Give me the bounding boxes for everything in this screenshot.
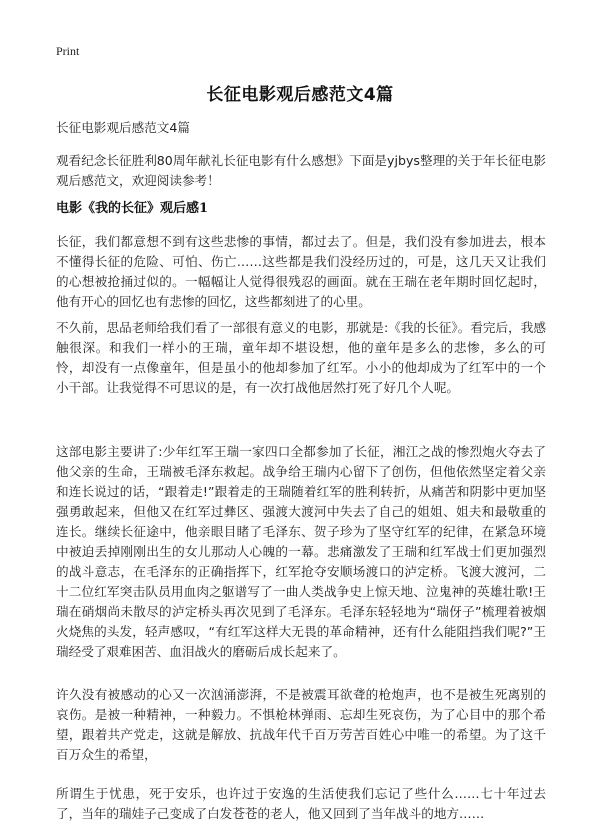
subtitle: 长征电影观后感范文4篇 [56,120,190,135]
body-paragraph: 长征，我们都意想不到有这些悲惨的事情，都过去了。但是，我们没有参加进去，根本不懂得长征的危险、可怕、伤亡……这些都是我们没经历过的，可是，这几天又让我们的心想被抢捅过似的。一幅幅让人觉得很残忍的画面。就在王瑞在老年期时回忆起时，他有开心的回忆也有悲惨的回忆，这些都刻进了的心里。 [56,234,546,309]
body-paragraph: 不久前，思品老师给我们看了一部很有意义的电影，那就是:《我的长征》。看完后，我感触很深。和我们一样小的王瑞，童年却不堪设想，他的童年是多么的悲惨，多么的可怜，却没有一点像童年，但是虽小的他却参加了红军。小小的他却成为了红军中的一个小干部。让我觉得不可思议的是，有一次打战他居然打死了好几个人呢。 [56,320,546,395]
body-paragraph: 许久没有被感动的心又一次汹涌澎湃，不是被震耳欲聋的枪炮声，也不是被生死离别的哀伤。是被一种精神，一种毅力。不惧枪林弹雨、忘却生死哀伤，为了心目中的那个希望，跟着共产党走，这就是解放、抗战年代千百万劳苦百姓心中唯一的希望。为了这千百万众生的希望， [56,687,546,762]
page-title: 长征电影观后感范文4篇 [206,85,394,105]
body-paragraph: 所谓生于忧患，死于安乐，也许过于安逸的生活使我们忘记了些什么……七十年过去了，当年的瑞娃子己变成了白发苍苍的老人，他又回到了当年战斗的地方…… [56,786,546,821]
intro-paragraph: 观看纪念长征胜利80周年献礼长征电影有什么感想》下面是yjbys整理的关于年长征电影观后感范文，欢迎阅读参考！ [56,153,546,188]
body-paragraph: 这部电影主要讲了:少年红军王瑞一家四口全都参加了长征，湘江之战的惨烈炮火夺去了他父亲的生命，王瑞被毛泽东救起。战争给王瑞内心留下了创伤，但他依然坚定着父亲和连长说过的话，“跟着走!”跟着走的王瑞随着红军的胜利转折，从痛苦和阴影中更加坚强勇敢起来，但他又在红军过彝区、强渡大渡河中失去了自己的姐姐、姐夫和最敬重的连长。继续长征途中，他亲眼目睹了毛泽东、贺子珍为了坚守红军的纪律，在紧急环境中被迫丢掉刚刚出生的女儿那动人心魄的一幕。悲痛激发了王瑞和红军战士们更加强烈的战斗意志，在毛泽东的正确指挥下，红军抢夺安顺场渡口的泸定桥。飞渡大渡河，二十二位红军突击队员用血肉之躯谱写了一曲人类战争史上惊天地、泣鬼神的英雄壮歌!王瑞在硝烟尚未散尽的泸定桥头再次见到了毛泽东。毛泽东轻轻地为“瑞伢子”梳理着被烟火烧焦的头发，轻声感叹，“有红军这样大无畏的革命精神，还有什么能阻挡我们呢?”王瑞经受了艰难困苦、血泪战火的磨砺后成长起来了。 [56,444,546,659]
section-heading: 电影《我的长征》观后感1 [56,201,209,216]
print-label: Print [56,44,80,58]
